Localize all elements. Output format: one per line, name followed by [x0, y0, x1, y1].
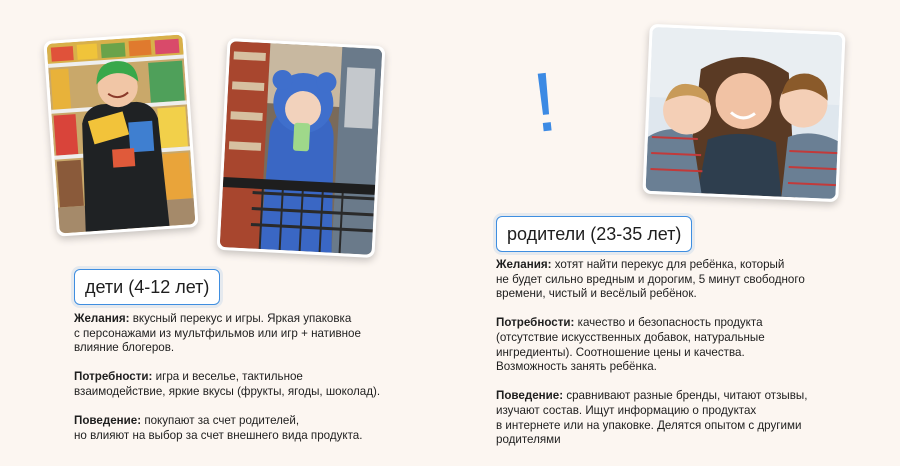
kids-behavior	[74, 414, 404, 443]
parents-behavior-line-2: изучают состав. Ищут информацию о продуктах	[496, 403, 757, 417]
parents-behavior-line-3: в интернете или на упаковке. Делятся опытом с другими	[496, 418, 802, 432]
parents-description	[496, 258, 846, 462]
parents-needs-line-1: качество и безопасность продукта	[574, 316, 763, 330]
tag-kids-age-group: дети (4-12 лет)	[74, 269, 220, 305]
kids-behavior-label: Поведение:	[74, 414, 142, 428]
parents-desires-label: Желания:	[496, 258, 552, 271]
kids-desires-line-3: влияние блогеров.	[74, 341, 175, 355]
exclamation-mark: !	[528, 54, 562, 150]
parents-desires-line-2: не будет сильно вредным и дорогим, 5 минут свободного	[496, 272, 805, 286]
parents-behavior-line-1: сравнивают разные бренды, читают отзывы,	[563, 389, 808, 403]
parents-behavior-line-4: родителями	[496, 433, 561, 447]
photo-kid-supermarket	[43, 31, 198, 236]
kids-description	[74, 312, 404, 458]
parents-needs-label: Потребности:	[496, 316, 575, 330]
parents-desires	[496, 258, 846, 302]
kids-behavior-line-2: но влияют на выбор за счет внешнего вида продукта.	[74, 428, 363, 442]
tag-parents-age-group: родители (23-35 лет)	[496, 216, 692, 252]
photo-toddler-cart	[217, 38, 386, 258]
kids-desires	[74, 312, 404, 356]
parents-desires-line-1: хотят найти перекус для ребёнка, который	[551, 258, 785, 271]
parents-needs-line-2: (отсутствие искусственных добавок, натуральные	[496, 330, 765, 344]
kids-needs-label: Потребности:	[74, 370, 153, 384]
parents-needs-line-4: Возможность занять ребёнка.	[496, 360, 657, 374]
parents-behavior	[496, 389, 846, 447]
parents-needs-line-3: ингредиенты). Соотношение цены и качества.	[496, 345, 745, 359]
kids-desires-label: Желания:	[74, 312, 130, 325]
kids-needs-line-2: взаимодействие, яркие вкусы (фрукты, ягоды, шоколад).	[74, 384, 381, 398]
kids-desires-line-2: с персонажами из мультфильмов или игр + нативное	[74, 326, 361, 340]
parents-needs	[496, 316, 846, 374]
kids-behavior-line-1: покупают за счет родителей,	[141, 414, 300, 428]
parents-desires-line-3: времени, чистый и весёлый ребёнок.	[496, 287, 697, 301]
parents-behavior-label: Поведение:	[496, 389, 564, 403]
kids-needs	[74, 370, 404, 399]
photo-mother-with-kids	[642, 24, 845, 202]
kids-desires-line-1: вкусный перекус и игры. Яркая упаковка	[129, 312, 352, 325]
kids-needs-line-1: игра и веселье, тактильное	[152, 370, 303, 384]
